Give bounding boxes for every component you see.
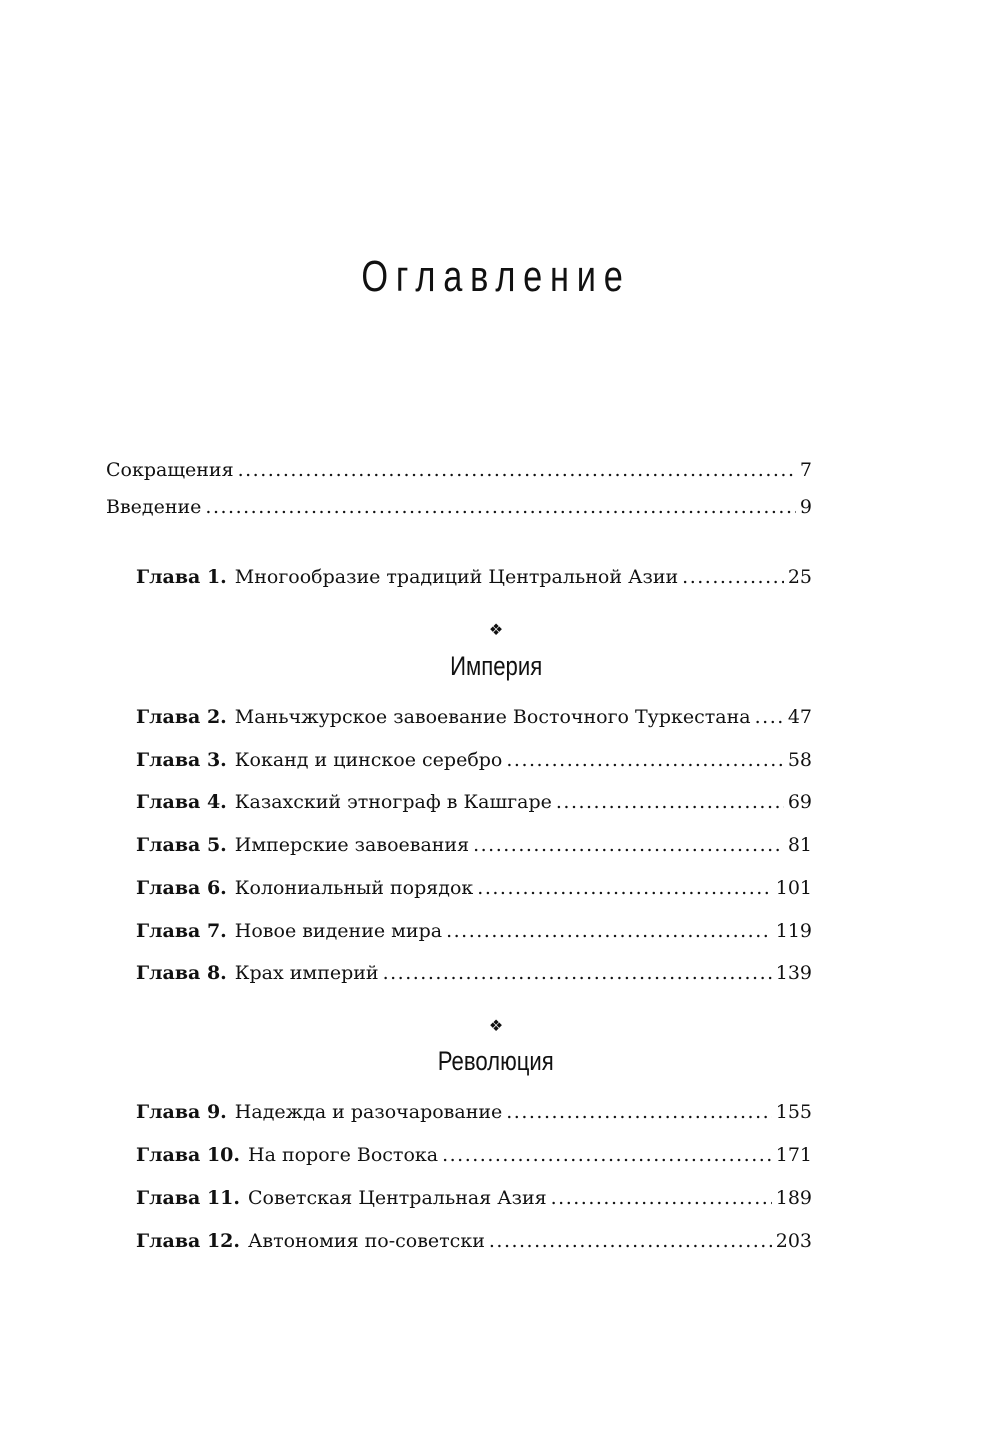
chapter-label: Глава 2. xyxy=(136,706,227,728)
entry-page: 203 xyxy=(775,1230,812,1252)
leader-dots xyxy=(489,1229,772,1253)
chapter-label: Глава 5. xyxy=(136,834,227,856)
toc-entry-chapter-7[interactable] xyxy=(136,919,812,943)
entry-title: Крах империй xyxy=(234,962,379,984)
entry-title: Колониальный порядок xyxy=(234,877,474,899)
ornament-icon: ❖ xyxy=(488,620,504,639)
chapter-label: Глава 4. xyxy=(136,791,227,813)
entry-title: Новое видение мира xyxy=(234,920,443,942)
toc-entry-chapter-11[interactable] xyxy=(136,1186,812,1210)
entry-title: Многообразие традиций Центральной Азии xyxy=(234,566,679,588)
leader-dots xyxy=(238,458,796,482)
chapter-label: Глава 7. xyxy=(136,920,227,942)
leader-dots xyxy=(383,961,772,985)
entry-page: 7 xyxy=(799,459,812,481)
toc-entry-chapter-4[interactable] xyxy=(136,790,812,814)
entry-title: На пороге Востока xyxy=(248,1144,439,1166)
chapter-label: Глава 12. xyxy=(136,1230,241,1252)
entry-page: 9 xyxy=(799,496,812,518)
leader-dots xyxy=(506,748,783,772)
part-title-empire: Империя xyxy=(449,651,543,681)
toc-entry-chapter-3[interactable] xyxy=(136,748,812,772)
entry-title: Советская Центральная Азия xyxy=(248,1187,547,1209)
chapter-label: Глава 1. xyxy=(136,566,227,588)
chapter-label: Глава 10. xyxy=(136,1144,241,1166)
leader-dots xyxy=(682,565,784,589)
entry-page: 47 xyxy=(787,706,812,728)
leader-dots xyxy=(473,833,784,857)
toc-entry-abbreviations[interactable] xyxy=(106,458,812,482)
toc-entry-chapter-10[interactable] xyxy=(136,1143,812,1167)
entry-title: Надежда и разочарование xyxy=(234,1101,503,1123)
page-title: Оглавление xyxy=(361,252,631,301)
entry-page: 25 xyxy=(787,566,812,588)
entry-page: 58 xyxy=(787,749,812,771)
entry-title: Имперские завоевания xyxy=(234,834,470,856)
leader-dots xyxy=(551,1186,772,1210)
toc-entry-chapter-8[interactable] xyxy=(136,961,812,985)
chapter-label: Глава 6. xyxy=(136,877,227,899)
toc-entry-chapter-5[interactable] xyxy=(136,833,812,857)
part-title-revolution: Революция xyxy=(437,1046,555,1076)
toc-entry-chapter-2[interactable] xyxy=(136,705,812,729)
entry-title: Казахский этнограф в Кашгаре xyxy=(234,791,552,813)
entry-title: Коканд и цинское серебро xyxy=(234,749,503,771)
toc-entry-chapter-12[interactable] xyxy=(136,1229,812,1253)
leader-dots xyxy=(446,919,772,943)
leader-dots xyxy=(205,495,795,519)
entry-page: 171 xyxy=(775,1144,812,1166)
entry-title: Сокращения xyxy=(106,459,234,481)
toc-entry-introduction[interactable] xyxy=(106,495,812,519)
chapter-label: Глава 3. xyxy=(136,749,227,771)
entry-page: 189 xyxy=(775,1187,812,1209)
entry-page: 139 xyxy=(775,962,812,984)
leader-dots xyxy=(506,1100,771,1124)
entry-page: 119 xyxy=(775,920,812,942)
chapter-label: Глава 11. xyxy=(136,1187,241,1209)
leader-dots xyxy=(755,705,784,729)
entry-page: 101 xyxy=(775,877,812,899)
toc-entry-chapter-1[interactable] xyxy=(136,565,812,589)
entry-page: 155 xyxy=(775,1101,812,1123)
chapter-label: Глава 9. xyxy=(136,1101,227,1123)
leader-dots xyxy=(556,790,784,814)
entry-page: 81 xyxy=(787,834,812,856)
chapter-label: Глава 8. xyxy=(136,962,227,984)
entry-title: Введение xyxy=(106,496,202,518)
toc-entry-chapter-6[interactable] xyxy=(136,876,812,900)
entry-page: 69 xyxy=(787,791,812,813)
leader-dots xyxy=(442,1143,772,1167)
entry-title: Маньчжурское завоевание Восточного Туркестана xyxy=(234,706,751,728)
ornament-icon: ❖ xyxy=(488,1016,504,1035)
leader-dots xyxy=(477,876,771,900)
entry-title: Автономия по-советски xyxy=(248,1230,485,1252)
toc-entry-chapter-9[interactable] xyxy=(136,1100,812,1124)
